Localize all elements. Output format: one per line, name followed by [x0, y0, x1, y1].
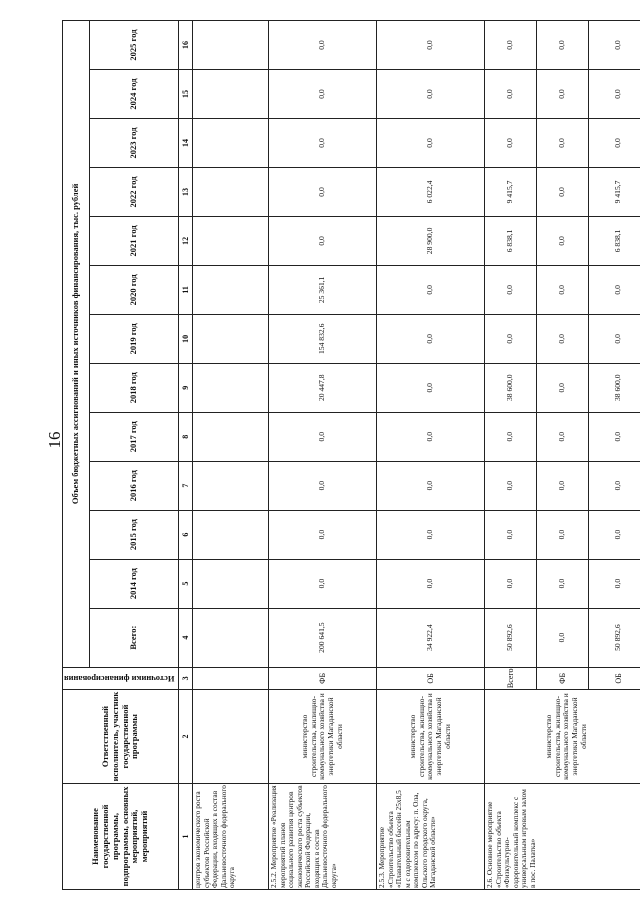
row-name: 2.5.3. Мероприятие «Строительство объекта «Плавательный бассейн 25х8,5 м с оздоровительным комплексом по адресу: п. Ола, Ольского городского округа, Магаданской области»	[377, 783, 485, 889]
header-year: 2017 год	[90, 412, 179, 461]
row-value: 0,0	[537, 21, 589, 70]
row-value: 0,0	[485, 21, 537, 70]
row-value: 38 600,0	[589, 363, 640, 412]
row-source: ФБ	[269, 667, 377, 689]
row-value	[193, 21, 269, 70]
row-name: 2.6. Основное мероприятие «Строительство объекта «Физкультурно-оздоровительный комплекс с универсальным игровым залом в пос. Палатка»	[485, 783, 640, 889]
row-total: 200 641,5	[269, 608, 377, 667]
row-value: 6 022,4	[377, 167, 485, 216]
row-source	[193, 667, 269, 689]
row-value: 0,0	[377, 314, 485, 363]
row-value: 0,0	[269, 21, 377, 70]
row-value: 0,0	[269, 461, 377, 510]
row-value: 38 600,0	[485, 363, 537, 412]
row-value: 28 900,0	[377, 216, 485, 265]
column-number: 2	[179, 690, 193, 784]
row-total	[193, 608, 269, 667]
page-number: 16	[45, 431, 64, 449]
row-value: 0,0	[485, 412, 537, 461]
column-number: 16	[179, 21, 193, 70]
row-total: 50 892,6	[485, 608, 537, 667]
row-value	[193, 167, 269, 216]
row-value: 0,0	[485, 265, 537, 314]
row-value: 6 838,1	[589, 216, 640, 265]
table-row	[193, 21, 269, 890]
row-responsible: министерство строительства, жилищно-коммунального хозяйства и энергетики Магаданской области	[485, 690, 640, 784]
row-value: 0,0	[377, 119, 485, 168]
row-source: ОБ	[377, 667, 485, 689]
row-value	[193, 216, 269, 265]
row-value: 0,0	[537, 559, 589, 608]
row-value: 0,0	[537, 167, 589, 216]
row-value: 0,0	[537, 216, 589, 265]
row-value	[193, 265, 269, 314]
row-value: 0,0	[377, 461, 485, 510]
table-row	[269, 21, 377, 890]
header-year: 2023 год	[90, 119, 179, 168]
row-source: ОБ	[589, 667, 640, 689]
row-value: 0,0	[269, 167, 377, 216]
column-number: 1	[179, 783, 193, 889]
column-number: 12	[179, 216, 193, 265]
row-value: 0,0	[589, 412, 640, 461]
header-funding: Объем бюджетных ассигнований и иных источников финансирования, тыс. рублей	[63, 21, 90, 668]
row-value	[193, 412, 269, 461]
column-number: 10	[179, 314, 193, 363]
row-value: 6 838,1	[485, 216, 537, 265]
column-number: 7	[179, 461, 193, 510]
row-value: 9 415,7	[485, 167, 537, 216]
header-responsible: Ответственный исполнитель, участник государственной программы	[63, 690, 179, 784]
header-year: 2025 год	[90, 21, 179, 70]
row-value: 0,0	[589, 70, 640, 119]
row-responsible	[193, 690, 269, 784]
column-number: 13	[179, 167, 193, 216]
row-source: ФБ	[537, 667, 589, 689]
row-value: 0,0	[269, 412, 377, 461]
column-number: 3	[179, 667, 193, 689]
row-total: 34 922,4	[377, 608, 485, 667]
row-value: 0,0	[377, 510, 485, 559]
column-number: 6	[179, 510, 193, 559]
row-value: 0,0	[269, 216, 377, 265]
table-row	[485, 21, 537, 890]
row-value: 0,0	[485, 70, 537, 119]
column-number: 9	[179, 363, 193, 412]
row-value: 0,0	[485, 314, 537, 363]
header-year: 2022 год	[90, 167, 179, 216]
row-value: 0,0	[589, 265, 640, 314]
row-value: 0,0	[537, 412, 589, 461]
row-value: 0,0	[377, 70, 485, 119]
row-value: 0,0	[537, 461, 589, 510]
row-name: 2.5.2. Мероприятие «Реализация мероприятий планов социального развития центров экономического роста субъектов Российской Федерации, входящих в состав Дальневосточного федерального округа»	[269, 783, 377, 889]
row-value	[193, 510, 269, 559]
row-value: 0,0	[485, 119, 537, 168]
row-value: 0,0	[537, 70, 589, 119]
row-value: 0,0	[485, 461, 537, 510]
row-value: 0,0	[589, 119, 640, 168]
row-value	[193, 70, 269, 119]
column-number: 14	[179, 119, 193, 168]
row-responsible: министерство строительства, жилищно-коммунального хозяйства и энергетики Магаданской области	[377, 690, 485, 784]
row-total: 0,0	[537, 608, 589, 667]
column-number: 15	[179, 70, 193, 119]
row-value: 0,0	[537, 363, 589, 412]
row-value: 0,0	[537, 265, 589, 314]
header-year: 2014 год	[90, 559, 179, 608]
row-value: 0,0	[589, 461, 640, 510]
column-number: 8	[179, 412, 193, 461]
row-value	[193, 559, 269, 608]
row-value: 20 447,8	[269, 363, 377, 412]
row-value: 0,0	[269, 510, 377, 559]
header-year: 2018 год	[90, 363, 179, 412]
row-value: 0,0	[589, 559, 640, 608]
row-value: 0,0	[269, 119, 377, 168]
header-year: 2020 год	[90, 265, 179, 314]
row-value	[193, 314, 269, 363]
row-responsible: министерство строительства, жилищно-коммунального хозяйства и энергетики Магаданской области	[269, 690, 377, 784]
row-value: 0,0	[537, 314, 589, 363]
header-source: Источники финансирования	[63, 667, 179, 689]
row-source: Всего:	[485, 667, 537, 689]
row-value: 25 361,1	[269, 265, 377, 314]
row-value	[193, 461, 269, 510]
row-value: 0,0	[589, 510, 640, 559]
row-value: 154 832,6	[269, 314, 377, 363]
column-number: 5	[179, 559, 193, 608]
row-value: 0,0	[377, 265, 485, 314]
header-name: Наименование государственной программы, подпрограммы, основных мероприятий, мероприятий	[63, 783, 179, 889]
funding-table	[62, 20, 640, 890]
header-year: 2019 год	[90, 314, 179, 363]
row-value: 0,0	[269, 559, 377, 608]
row-value: 0,0	[269, 70, 377, 119]
header-total: Всего:	[90, 608, 179, 667]
row-value: 0,0	[589, 314, 640, 363]
header-year: 2021 год	[90, 216, 179, 265]
row-value: 0,0	[377, 21, 485, 70]
row-total: 50 892,6	[589, 608, 640, 667]
row-value: 0,0	[377, 363, 485, 412]
funding-table-sheet	[62, 20, 626, 890]
header-year: 2016 год	[90, 461, 179, 510]
header-year: 2024 год	[90, 70, 179, 119]
row-value: 0,0	[537, 119, 589, 168]
row-value: 9 415,7	[589, 167, 640, 216]
row-value: 0,0	[377, 412, 485, 461]
row-value: 0,0	[377, 559, 485, 608]
row-value: 0,0	[537, 510, 589, 559]
row-value	[193, 363, 269, 412]
row-value	[193, 119, 269, 168]
row-name: центров экономического роста субъектов Российской Федерации, входящих в состав Дальневосточного федерального округа	[193, 783, 269, 889]
header-year: 2015 год	[90, 510, 179, 559]
row-value: 0,0	[485, 510, 537, 559]
table-row	[377, 21, 485, 890]
row-value: 0,0	[485, 559, 537, 608]
row-value: 0,0	[589, 21, 640, 70]
column-number: 4	[179, 608, 193, 667]
column-number: 11	[179, 265, 193, 314]
